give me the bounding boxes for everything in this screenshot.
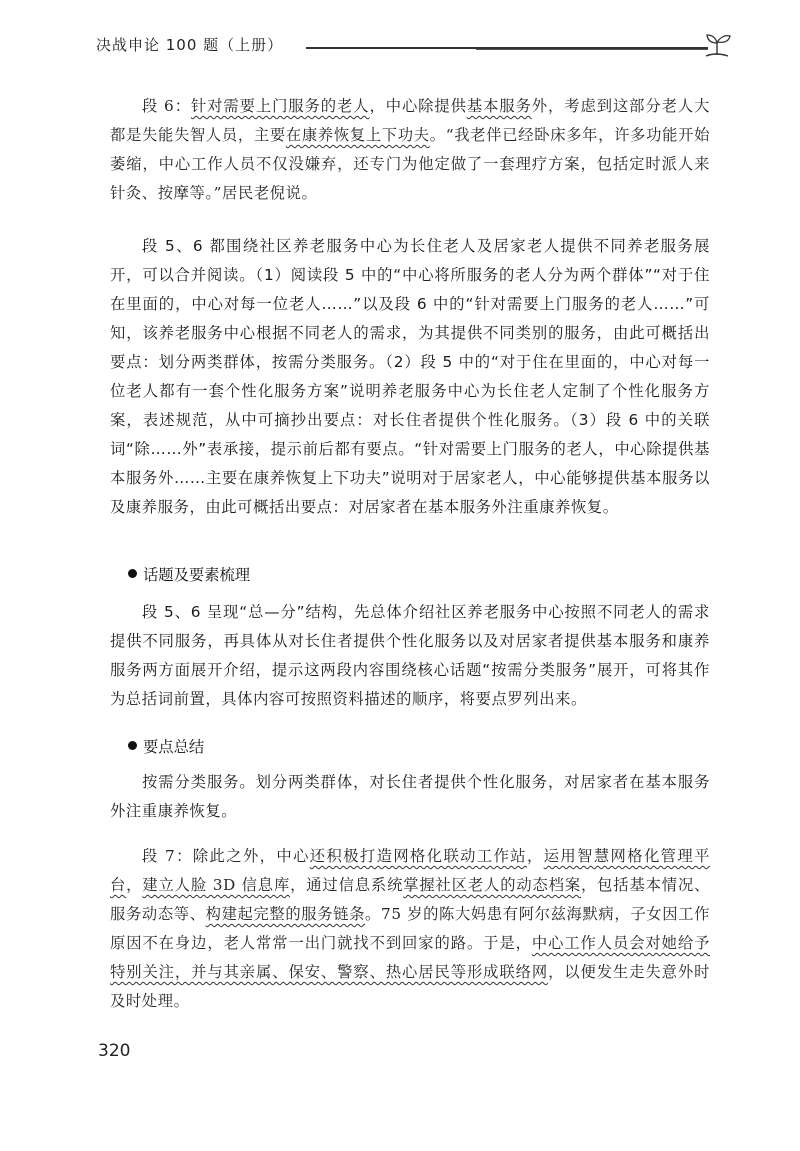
paragraph-label: 段 7： [142,847,193,865]
underlined-phrase: 建立人脸 3D 信息库 [142,876,291,894]
heading-text: 要点总结 [143,738,205,756]
summary-paragraph: 按需分类服务。划分两类群体，对长住者提供个性化服务，对居家者在基本服务外注重康养恢复。 [110,773,710,820]
paragraph-6 [110,92,710,208]
text-run: 。75 岁的陈大妈患有阿尔兹海默病，子女因工作原因不在身边，老人常常一出门就找不到回家的路。于是， [110,905,710,952]
topic-paragraph: 段 5、6 呈现“总—分”结构，先总体介绍社区养老服务中心按照不同老人的需求提供不同服务，再具体从对长住者提供个性化服务以及对居家者提供基本服务和康养服务两方面展开介绍，提示这两段内容围绕核心话题“按需分类服务”展开，可将其作为总括词前置，具体内容可按照资料描述的顺序，将要点罗列出来。 [110,603,710,708]
heading-text: 话题及要素梳理 [143,566,251,584]
text-run: 除此之外，中心 [192,847,310,865]
text-run: ， [126,876,143,894]
underlined-phrase: 构建起完整的服务链条 [205,905,366,923]
underlined-phrase: 还积极打造网格化联动工作站 [309,847,527,865]
underlined-phrase: 掌握社区老人的动态档案 [403,876,581,894]
header-rule-secondary [476,49,708,50]
running-header [96,30,736,64]
section-heading-topic [128,563,250,585]
underlined-phrase: 基本服务 [466,97,532,115]
text-run: 外，考虑到这部分老人大都是失能失智人员，主要 [110,97,710,144]
underlined-phrase: 中心工作人员会对她给予特别关注，并与其亲属、保安、警察、热心居民等形成联络网 [110,934,710,981]
analysis-paragraph: 段 5、6 都围绕社区养老服务中心为长住老人及居家老人提供不同养老服务展开，可以合并阅读。（1）阅读段 5 中的“中心将所服务的老人分为两个群体”“对于住在里面的，中心对每一位老人……”以及段 6 中的“针对需要上门服务的老人……”可知，该养老服务中心根据不同老人的需求，为其提供不同类别的服务，由此可概括出要点：划分两类群体，按需分类服务。（2）段 5 中的“对于住在里面的，中心对每一位老人都有一套个性化服务方案”说明养老服务中心为长住老人定制了个性化服务方案，表述规范，从中可摘抄出要点：对长住者提供个性化服务。（3）段 6 中的关联词“除……外”表承接，提示前后都有要点。“针对需要上门服务的老人，中心除提供基本服务外……主要在康养恢复上下功夫”说明对于居家老人，中心能够提供基本服务以及康养服务，由此可概括出要点：对居家者在基本服务外注重康养恢复。 [110,237,710,516]
underlined-phrase: 运用智慧网格化管理平台 [110,847,710,894]
section-heading-summary [128,735,204,757]
text-run: ，中心除提供 [369,97,467,115]
paragraph-7 [110,842,710,1016]
sprout-icon [702,30,732,60]
paragraph-label: 段 6： [142,97,191,115]
bullet-icon [128,741,137,750]
book-title: 决战申论 100 题（上册） [96,36,284,54]
page-number: 320 [98,1041,131,1061]
text-run: 。“我老伴已经卧床多年，许多功能开始萎缩，中心工作人员不仅没嫌弃，还专门为他定做了一套理疗方案，包括定时派人来针灸、按摩等。”居民老倪说。 [110,126,711,202]
text-run: ，通过信息系统 [290,876,404,894]
bullet-icon [128,569,137,578]
text-run: ，以便发生走失意外时及时处理。 [110,963,710,1010]
underlined-phrase: 在康养恢复上下功夫 [285,126,430,144]
text-run: ， [527,847,544,865]
underlined-phrase: 针对需要上门服务的老人 [190,97,370,115]
text-run: ，包括基本情况、服务动态等、 [110,876,710,923]
